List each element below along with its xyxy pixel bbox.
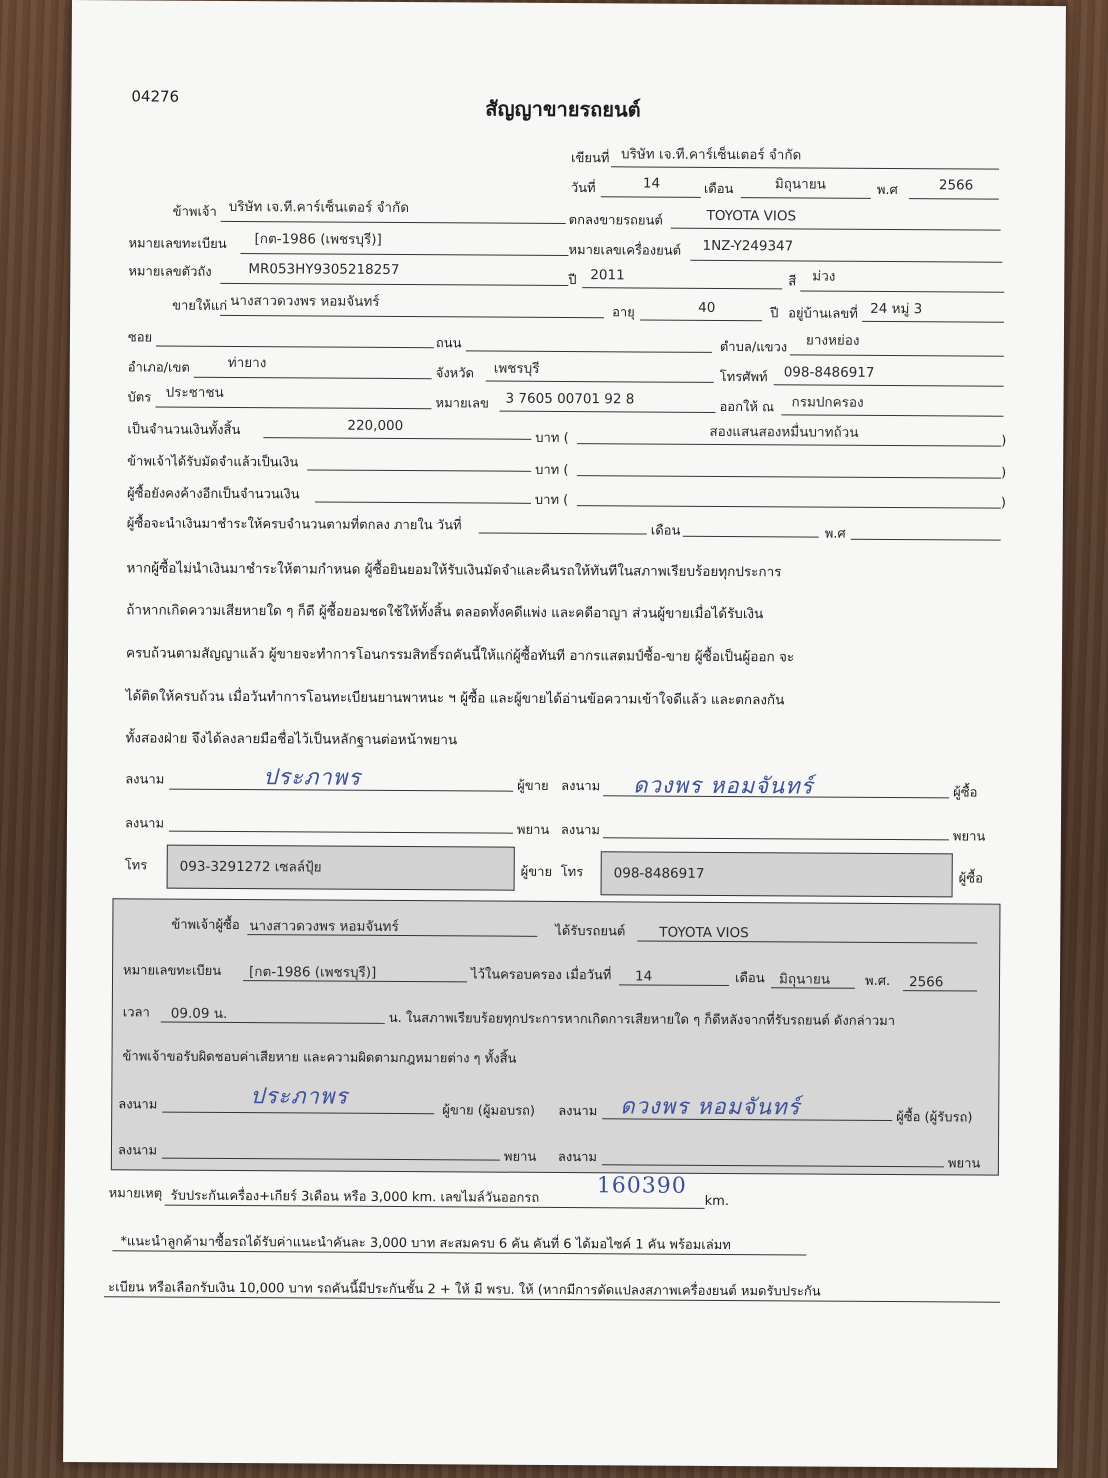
buyer-name: นางสาวดวงพร หอมจันทร์	[230, 292, 380, 310]
chassis-label: หมายเลขตัวถัง	[128, 264, 212, 280]
receipt-day-line	[619, 984, 729, 986]
receipt-buyer-line	[247, 934, 537, 937]
receipt-reg: [กต-1986 (เพชรบุรี)]	[249, 964, 377, 981]
seller-sign-label: ลงนาม	[125, 772, 165, 788]
year-label: พ.ศ	[876, 182, 898, 199]
province-line	[486, 381, 714, 383]
reg-value: [กต-1986 (เพชรบุรี)]	[254, 231, 382, 248]
receipt-month-label: เดือน	[734, 971, 765, 987]
receipt-month-line	[771, 987, 855, 989]
total-baht: บาท (	[535, 430, 569, 447]
address-label: อยู่บ้านเลขที่	[788, 306, 858, 322]
vehicle-year-line	[582, 287, 782, 289]
due-month-line	[683, 536, 819, 538]
witness2-sign-label: ลงนาม	[560, 823, 601, 839]
reg-label: หมายเลขทะเบียน	[128, 236, 227, 252]
seller-phone-label: โทร	[124, 858, 148, 874]
received-car-line	[637, 940, 977, 943]
receipt-buyer-label: ข้าพเจ้าผู้ซื้อ	[171, 917, 240, 934]
receipt-seller-sign-label: ลงนาม	[118, 1097, 158, 1113]
receipt-seller-sign-line	[162, 1112, 434, 1115]
terms-line: ได้ติดให้ครบถ้วน เมื่อวันทำการโอนทะเบียนยานพาหนะ ฯ ผู้ซื้อ และผู้ขายได้อ่านข้อความเข้าใจดีแล้ว และตกลงกัน	[125, 688, 785, 709]
reg-line	[240, 253, 568, 256]
receipt-month: มิถุนายน	[778, 971, 831, 988]
remain-line	[315, 501, 531, 503]
due-day-line	[479, 532, 647, 534]
witness1-role: พยาน	[516, 822, 550, 838]
time-line	[161, 1022, 385, 1024]
receipt-witness2-line	[602, 1164, 944, 1167]
color-label: สี	[788, 274, 797, 290]
written-at-label: เขียนที่	[570, 151, 610, 167]
date-year: 2566	[938, 177, 974, 194]
terms-line: ทั้งสองฝ่าย จึงได้ลงลายมือชื่อไว้เป็นหลักฐานต่อหน้าพยาน	[125, 730, 458, 749]
vehicle-year-label: ปี	[568, 273, 577, 289]
receipt-witness1-role: พยาน	[503, 1149, 537, 1165]
buyer-phone-label: โทร	[560, 865, 584, 881]
car-model-line	[671, 228, 1001, 231]
remain-baht: บาท (	[534, 492, 569, 509]
written-at-line	[611, 166, 999, 169]
due-month-label: เดือน	[650, 523, 681, 539]
total-close: )	[1001, 433, 1007, 449]
witness1-sign-label: ลงนาม	[124, 816, 165, 832]
receipt-reg-line	[243, 980, 467, 982]
deposit-close: )	[1001, 465, 1007, 481]
date-month-line	[741, 197, 871, 199]
document-number: 04276	[131, 87, 180, 106]
issued-label: ออกให้ ณ	[719, 399, 775, 416]
color-value: ม่วง	[812, 268, 836, 285]
chassis-value: MR053HY9305218257	[248, 261, 400, 279]
receipt-seller-signature: ประภาพร	[250, 1084, 349, 1110]
soi-line	[156, 346, 434, 349]
receipt-year-label: พ.ศ.	[864, 973, 891, 990]
receipt-reg-label: หมายเลขทะเบียน	[123, 963, 222, 979]
seller-label: ข้าพเจ้า	[172, 204, 217, 220]
possess-label: ไว้ในครอบครอง เมื่อวันที่	[471, 967, 612, 984]
due-year-label: พ.ศ	[824, 526, 846, 542]
car-model: TOYOTA VIOS	[706, 207, 797, 225]
witness1-sign-line	[169, 831, 513, 834]
contract-paper	[63, 0, 1066, 1468]
receipt-witness1-line	[162, 1158, 500, 1161]
subdistrict-line	[790, 354, 1004, 356]
agree-sell-label: ตกลงขายรถยนต์	[568, 213, 663, 229]
deposit-words-line	[577, 475, 1001, 479]
receipt-year: 2566	[908, 974, 944, 991]
mileage-unit: km.	[704, 1193, 730, 1210]
subdistrict-value: ยางหย่อง	[805, 332, 860, 349]
buyer-sign-label: ลงนาม	[561, 779, 601, 795]
receipt-day: 14	[634, 968, 653, 985]
receipt-seller-role: ผู้ขาย (ผู้มอบรถ)	[442, 1103, 536, 1119]
sell-to-label: ขายให้แก่	[172, 298, 228, 314]
age-line	[640, 319, 762, 321]
seller-role: ผู้ขาย	[517, 778, 549, 794]
chassis-line	[220, 283, 568, 286]
phone-value: 098-8486917	[783, 364, 875, 381]
month-label: เดือน	[703, 181, 734, 198]
district-value: ท่ายาง	[227, 354, 267, 372]
card-line	[156, 407, 432, 410]
date-year-line	[909, 198, 999, 200]
receipt-witness1-label: ลงนาม	[117, 1143, 158, 1159]
seller-phone-box	[167, 845, 515, 891]
deposit-line	[307, 469, 531, 471]
page-title: สัญญาขายรถยนต์	[485, 96, 641, 122]
district-line	[194, 377, 432, 379]
id-label: หมายเลข	[435, 396, 489, 412]
referral-line-1: *แนะนำลูกค้ามาซื้อรถได้รับค่าแนะนำคันละ 3,000 บาท สะสมครบ 6 คัน คันที่ 6 ได้มอไซค์ 1 คัน พร้อมเล่มท	[120, 1234, 731, 1254]
receipt-box	[111, 898, 1001, 1175]
date-month: มิถุนายน	[774, 176, 826, 193]
due-label: ผู้ซื้อจะนำเงินมาชำระให้ครบจำนวนตามที่ตกลง ภายใน วันที่	[126, 516, 462, 534]
terms-line: ครบถ้วนตามสัญญาแล้ว ผู้ขายจะทำการโอนกรรมสิทธิ์รถคันนี้ให้แก่ผู้ซื้อทันที อากรแสตมป์ซื้อ-ขาย ผู้ซื้อเป็นผู้ออก จะ	[125, 645, 795, 666]
seller-phone-role: ผู้ขาย	[520, 864, 553, 880]
buyer-phone-role: ผู้ซื้อ	[958, 871, 983, 887]
road-label: ถนน	[435, 336, 462, 352]
total-words: สองแสนสองหมื่นบาทถ้วน	[709, 423, 859, 441]
age-unit: ปี	[770, 306, 779, 322]
witness2-sign-line	[603, 837, 949, 840]
soi-label: ซอย	[127, 330, 153, 346]
id-value: 3 7605 00701 92 8	[505, 390, 635, 408]
receipt-witness2-role: พยาน	[947, 1156, 981, 1172]
engine-value: 1NZ-Y249347	[702, 237, 794, 255]
date-day: 14	[642, 175, 661, 192]
card-label: บัตร	[127, 390, 152, 406]
received-car: TOYOTA VIOS	[659, 924, 749, 942]
province-label: จังหวัด	[435, 366, 475, 382]
issued-line	[781, 414, 1003, 416]
receipt-witness2-label: ลงนาม	[557, 1149, 598, 1166]
buyer-signature: ดวงพร หอมจันทร์	[633, 773, 814, 800]
id-line	[499, 411, 715, 413]
total-line	[263, 437, 531, 440]
total-words-line	[577, 443, 1001, 447]
remain-label: ผู้ซื้อยังคงค้างอีกเป็นจำนวนเงิน	[126, 486, 300, 503]
deposit-baht: บาท (	[535, 462, 569, 479]
terms-line: ถ้าหากเกิดความเสียหายใด ๆ ก็ดี ผู้ซื้อยอมชดใช้ให้ทั้งสิ้น ตลอดทั้งคดีแพ่ง และคดีอาญา ส่วนผู้ขายเมื่อได้รับเงิน	[126, 602, 764, 623]
referral-line-2: ะเบียน หรือเลือกรับเงิน 10,000 บาท รถคันนี้มีประกันชั้น 2 + ให้ มี พรบ. ให้ (หากมีการดัดแปลงสภาพเครื่องยนต์ หมดรับประกัน	[108, 1280, 821, 1300]
mileage-value: 160390	[596, 1173, 687, 1199]
terms-line: หากผู้ซื้อไม่นำเงินมาชำระให้ตามกำหนด ผู้ซื้อยินยอมให้รับเงินมัดจำและคืนรถให้ทันทีในสภาพเรียบร้อยทุกประการ	[126, 560, 782, 581]
receipt-buyer-sign-label: ลงนาม	[558, 1103, 598, 1120]
date-label: วันที่	[570, 181, 596, 197]
receipt-year-line	[903, 990, 977, 991]
remain-words-line	[577, 505, 1001, 509]
buyer-phone-box	[601, 851, 953, 897]
age-value: 40	[698, 299, 716, 316]
written-at-value: บริษัท เจ.ที.คาร์เซ็นเตอร์ จำกัด	[621, 146, 802, 164]
remark-text: รับประกันเครื่อง+เกียร์ 3เดือน หรือ 3,000 km. เลขไมล์วันออกรถ	[170, 1188, 540, 1206]
address-value: 24 หมู่ 3	[870, 300, 923, 318]
total-label: เป็นจำนวนเงินทั้งสิ้น	[127, 422, 241, 439]
total-amount: 220,000	[347, 417, 404, 435]
receipt-buyer-name: นางสาวดวงพร หอมจันทร์	[249, 918, 399, 936]
remark-label: หมายเหตุ	[108, 1186, 163, 1202]
seller-name: บริษัท เจ.ที.คาร์เซ็นเตอร์ จำกัด	[228, 198, 410, 217]
receipt-buyer-signature: ดวงพร หอมจันทร์	[620, 1094, 801, 1121]
deposit-label: ข้าพเจ้าได้รับมัดจำแล้วเป็นเงิน	[127, 454, 299, 471]
receipt-buyer-role: ผู้ซื้อ (ผู้รับรถ)	[896, 1110, 973, 1126]
buyer-phone-value: 098-8486917	[613, 865, 705, 882]
buyer-role: ผู้ซื้อ	[953, 785, 978, 801]
date-day-line	[601, 196, 701, 198]
buyer-name-line	[220, 315, 604, 318]
remain-close: )	[1000, 495, 1007, 511]
phone-line	[774, 384, 1004, 386]
address-line	[862, 321, 1004, 323]
seller-phone-value: 093-3291272 เซลล์ปุ้ย	[179, 858, 322, 876]
vehicle-year: 2011	[590, 267, 625, 284]
district-label: อำเภอ/เขต	[127, 360, 190, 376]
time-label: เวลา	[122, 1005, 150, 1021]
received-label: ได้รับรถยนต์	[555, 923, 626, 940]
issued-value: กรมปกครอง	[791, 394, 864, 411]
province-value: เพชรบุรี	[493, 360, 540, 377]
age-label: อายุ	[612, 305, 635, 321]
time-value: 09.09 น.	[170, 1005, 228, 1022]
engine-line	[690, 260, 1002, 263]
phone-label: โทรศัพท์	[719, 369, 768, 386]
engine-label: หมายเลขเครื่องยนต์	[568, 243, 682, 259]
subdistrict-label: ตำบล/แขวง	[719, 339, 788, 356]
card-value: ประชาชน	[165, 384, 224, 401]
seller-signature: ประภาพร	[263, 765, 362, 791]
color-line	[800, 290, 1004, 292]
liability-text: ข้าพเจ้าขอรับผิดชอบค่าเสียหาย และความผิดตามกฎหมายต่าง ๆ ทั้งสิ้น	[122, 1049, 517, 1067]
road-line	[466, 350, 712, 353]
due-year-line	[851, 539, 1001, 541]
seller-name-line	[221, 221, 566, 224]
witness2-role: พยาน	[952, 829, 986, 845]
condition-text: น. ในสภาพเรียบร้อยทุกประการหากเกิดการเสียหายใด ๆ ก็ดีหลังจากที่รับรถยนต์ ดังกล่าวมา	[388, 1010, 896, 1030]
